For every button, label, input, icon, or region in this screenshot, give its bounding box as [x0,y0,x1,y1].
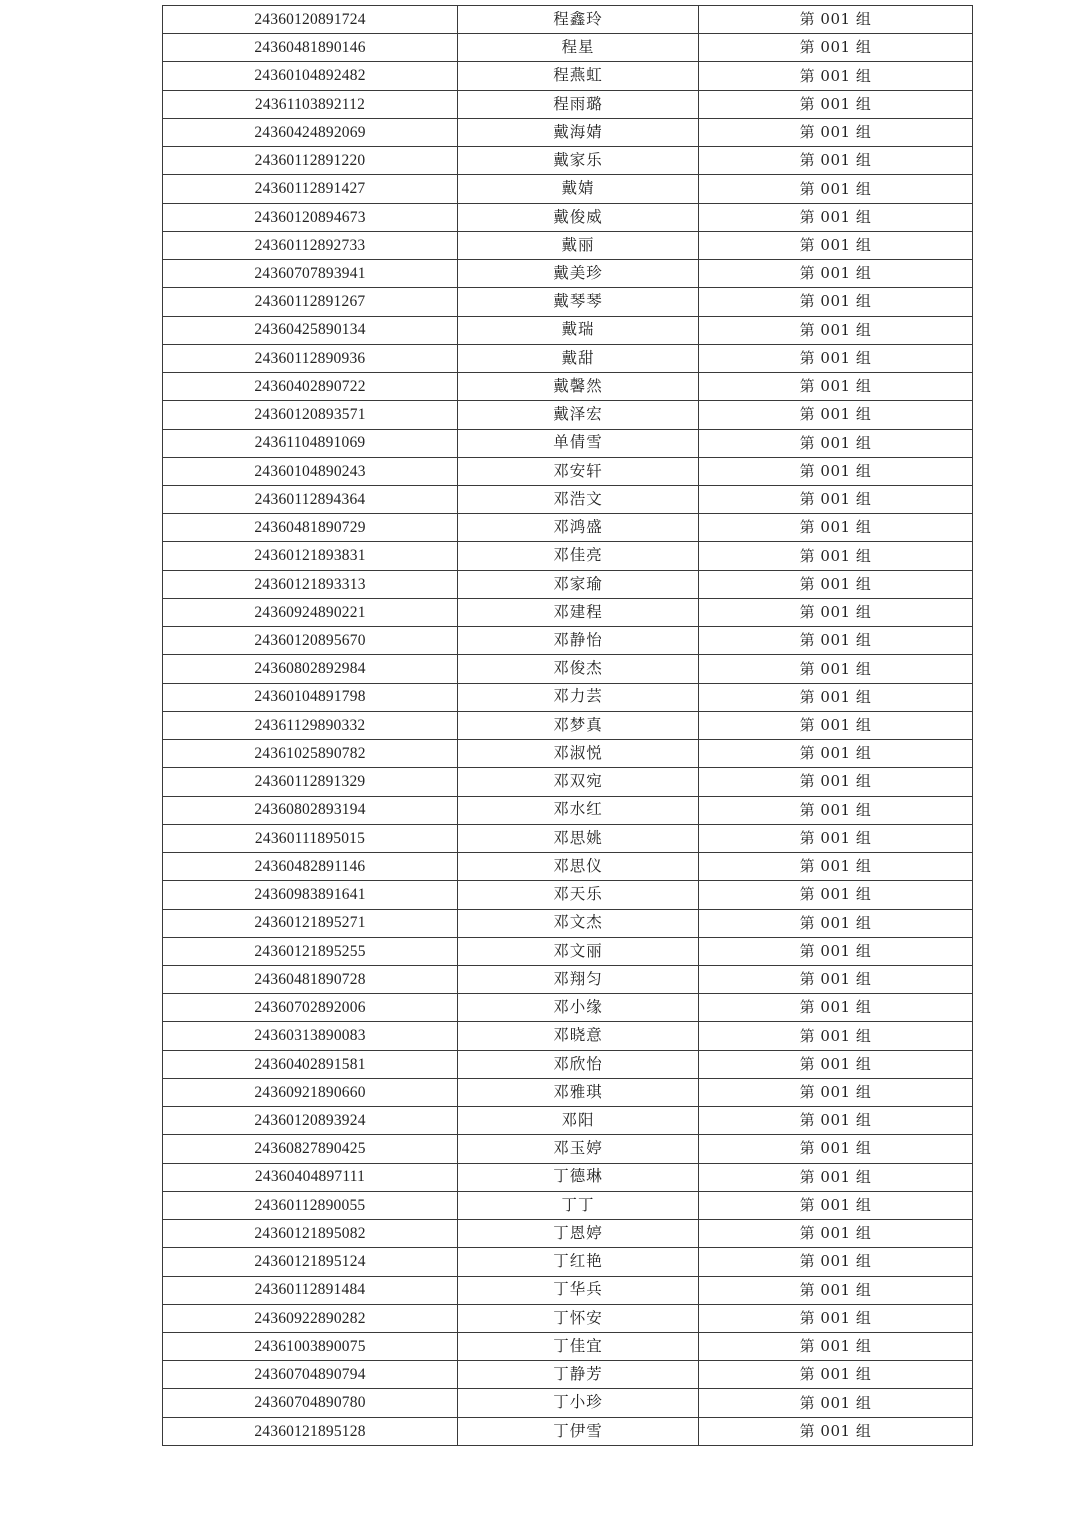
table-row [163,542,973,570]
group-number-cell: 第 001 组 [699,1389,973,1417]
table-row [163,1191,973,1219]
group-number-cell: 第 001 组 [699,316,973,344]
table-row [163,1220,973,1248]
candidate-name-cell: 邓佳亮 [458,542,699,570]
table-row [163,1333,973,1361]
candidate-name-cell: 丁丁 [458,1191,699,1219]
candidate-id-cell: 24360121893313 [163,570,458,598]
table-row [163,1022,973,1050]
group-number-cell: 第 001 组 [699,937,973,965]
table-row [163,853,973,881]
candidate-id-cell: 24360707893941 [163,260,458,288]
group-number-cell: 第 001 组 [699,1361,973,1389]
table-row [163,1248,973,1276]
group-number-cell: 第 001 组 [699,1022,973,1050]
candidate-id-cell: 24360120894673 [163,203,458,231]
candidate-name-cell: 戴馨然 [458,373,699,401]
candidate-name-cell: 丁小珍 [458,1389,699,1417]
candidate-name-cell: 戴琴琴 [458,288,699,316]
candidate-id-cell: 24360112891220 [163,147,458,175]
candidate-name-cell: 程燕虹 [458,62,699,90]
table-row [163,937,973,965]
group-number-cell: 第 001 组 [699,1163,973,1191]
candidate-id-cell: 24360404897111 [163,1163,458,1191]
table-row [163,203,973,231]
table-row [163,373,973,401]
candidate-name-cell: 邓雅琪 [458,1078,699,1106]
candidate-id-cell: 24360112891484 [163,1276,458,1304]
group-number-cell: 第 001 组 [699,1050,973,1078]
table-row [163,881,973,909]
group-number-cell: 第 001 组 [699,1248,973,1276]
candidate-id-cell: 24360481890146 [163,34,458,62]
candidate-name-cell: 邓梦真 [458,711,699,739]
table-row [163,231,973,259]
candidate-name-cell: 戴美珍 [458,260,699,288]
candidate-id-cell: 24360922890282 [163,1304,458,1332]
candidate-roster-table [162,5,973,1446]
group-number-cell: 第 001 组 [699,570,973,598]
group-number-cell: 第 001 组 [699,740,973,768]
group-number-cell: 第 001 组 [699,1417,973,1445]
candidate-name-cell: 邓力芸 [458,683,699,711]
group-number-cell: 第 001 组 [699,147,973,175]
candidate-name-cell: 邓阳 [458,1107,699,1135]
candidate-name-cell: 丁伊雪 [458,1417,699,1445]
candidate-name-cell: 戴泽宏 [458,401,699,429]
group-number-cell: 第 001 组 [699,203,973,231]
candidate-id-cell: 24360104891798 [163,683,458,711]
candidate-name-cell: 丁静芳 [458,1361,699,1389]
table-row [163,965,973,993]
candidate-id-cell: 24360425890134 [163,316,458,344]
candidate-id-cell: 24360112894364 [163,485,458,513]
candidate-name-cell: 丁怀安 [458,1304,699,1332]
table-row [163,1050,973,1078]
table-row [163,1107,973,1135]
table-row [163,1078,973,1106]
candidate-name-cell: 程鑫玲 [458,6,699,34]
table-row [163,344,973,372]
group-number-cell: 第 001 组 [699,711,973,739]
table-row [163,288,973,316]
candidate-name-cell: 丁红艳 [458,1248,699,1276]
candidate-id-cell: 24361025890782 [163,740,458,768]
candidate-id-cell: 24360402890722 [163,373,458,401]
group-number-cell: 第 001 组 [699,1276,973,1304]
candidate-id-cell: 24360112890936 [163,344,458,372]
group-number-cell: 第 001 组 [699,373,973,401]
candidate-name-cell: 邓建程 [458,598,699,626]
group-number-cell: 第 001 组 [699,429,973,457]
table-row [163,147,973,175]
candidate-name-cell: 邓淑悦 [458,740,699,768]
candidate-name-cell: 戴瑞 [458,316,699,344]
candidate-id-cell: 24360112892733 [163,231,458,259]
group-number-cell: 第 001 组 [699,881,973,909]
candidate-id-cell: 24360111895015 [163,824,458,852]
candidate-name-cell: 丁佳宜 [458,1333,699,1361]
candidate-name-cell: 戴俊威 [458,203,699,231]
group-number-cell: 第 001 组 [699,1191,973,1219]
group-number-cell: 第 001 组 [699,457,973,485]
candidate-name-cell: 邓思姚 [458,824,699,852]
candidate-id-cell: 24360802892984 [163,655,458,683]
candidate-id-cell: 24360121893831 [163,542,458,570]
table-row [163,909,973,937]
group-number-cell: 第 001 组 [699,909,973,937]
table-row [163,711,973,739]
group-number-cell: 第 001 组 [699,90,973,118]
candidate-id-cell: 24360802893194 [163,796,458,824]
candidate-name-cell: 邓玉婷 [458,1135,699,1163]
candidate-name-cell: 程星 [458,34,699,62]
group-number-cell: 第 001 组 [699,683,973,711]
table-row [163,1163,973,1191]
candidate-id-cell: 24360983891641 [163,881,458,909]
group-number-cell: 第 001 组 [699,994,973,1022]
table-row [163,457,973,485]
candidate-name-cell: 单倩雪 [458,429,699,457]
group-number-cell: 第 001 组 [699,6,973,34]
candidate-id-cell: 24360704890780 [163,1389,458,1417]
candidate-id-cell: 24360112891427 [163,175,458,203]
candidate-name-cell: 丁德琳 [458,1163,699,1191]
group-number-cell: 第 001 组 [699,260,973,288]
candidate-name-cell: 戴丽 [458,231,699,259]
table-row [163,655,973,683]
group-number-cell: 第 001 组 [699,796,973,824]
group-number-cell: 第 001 组 [699,175,973,203]
candidate-id-cell: 24360121895082 [163,1220,458,1248]
table-row [163,570,973,598]
candidate-id-cell: 24360424892069 [163,118,458,146]
table-row [163,90,973,118]
roster-table-body [163,6,973,1446]
candidate-id-cell: 24360481890728 [163,965,458,993]
candidate-name-cell: 邓俊杰 [458,655,699,683]
table-row [163,1135,973,1163]
candidate-id-cell: 24360104890243 [163,457,458,485]
group-number-cell: 第 001 组 [699,231,973,259]
candidate-id-cell: 24360121895128 [163,1417,458,1445]
group-number-cell: 第 001 组 [699,1304,973,1332]
candidate-id-cell: 24361129890332 [163,711,458,739]
table-row [163,627,973,655]
table-row [163,1276,973,1304]
candidate-id-cell: 24361104891069 [163,429,458,457]
group-number-cell: 第 001 组 [699,1333,973,1361]
table-row [163,1417,973,1445]
candidate-name-cell: 戴家乐 [458,147,699,175]
candidate-id-cell: 24360112891329 [163,768,458,796]
candidate-name-cell: 程雨璐 [458,90,699,118]
group-number-cell: 第 001 组 [699,965,973,993]
candidate-id-cell: 24360121895271 [163,909,458,937]
table-row [163,1361,973,1389]
candidate-name-cell: 戴海婧 [458,118,699,146]
candidate-id-cell: 24360112890055 [163,1191,458,1219]
candidate-id-cell: 24360120891724 [163,6,458,34]
candidate-id-cell: 24360481890729 [163,514,458,542]
candidate-name-cell: 戴甜 [458,344,699,372]
table-row [163,683,973,711]
candidate-name-cell: 邓天乐 [458,881,699,909]
group-number-cell: 第 001 组 [699,853,973,881]
group-number-cell: 第 001 组 [699,118,973,146]
group-number-cell: 第 001 组 [699,1220,973,1248]
candidate-name-cell: 邓静怡 [458,627,699,655]
table-row [163,485,973,513]
table-row [163,260,973,288]
candidate-name-cell: 邓安轩 [458,457,699,485]
candidate-id-cell: 24360120893571 [163,401,458,429]
candidate-id-cell: 24360104892482 [163,62,458,90]
candidate-id-cell: 24360121895124 [163,1248,458,1276]
table-row [163,1304,973,1332]
group-number-cell: 第 001 组 [699,542,973,570]
candidate-name-cell: 邓思仪 [458,853,699,881]
group-number-cell: 第 001 组 [699,401,973,429]
group-number-cell: 第 001 组 [699,598,973,626]
table-row [163,824,973,852]
table-row [163,514,973,542]
candidate-name-cell: 邓欣怡 [458,1050,699,1078]
table-row [163,768,973,796]
candidate-name-cell: 邓水红 [458,796,699,824]
table-row [163,429,973,457]
group-number-cell: 第 001 组 [699,824,973,852]
candidate-name-cell: 邓翔匀 [458,965,699,993]
table-row [163,740,973,768]
table-row [163,175,973,203]
table-row [163,994,973,1022]
group-number-cell: 第 001 组 [699,34,973,62]
table-row [163,34,973,62]
candidate-name-cell: 邓浩文 [458,485,699,513]
candidate-name-cell: 邓双宛 [458,768,699,796]
candidate-id-cell: 24360702892006 [163,994,458,1022]
candidate-name-cell: 邓文杰 [458,909,699,937]
candidate-id-cell: 24360112891267 [163,288,458,316]
candidate-id-cell: 24360313890083 [163,1022,458,1050]
candidate-id-cell: 24360482891146 [163,853,458,881]
candidate-name-cell: 邓晓意 [458,1022,699,1050]
candidate-name-cell: 丁恩婷 [458,1220,699,1248]
table-row [163,1389,973,1417]
candidate-id-cell: 24360704890794 [163,1361,458,1389]
candidate-id-cell: 24361103892112 [163,90,458,118]
group-number-cell: 第 001 组 [699,485,973,513]
group-number-cell: 第 001 组 [699,627,973,655]
candidate-id-cell: 24360827890425 [163,1135,458,1163]
table-row [163,6,973,34]
candidate-id-cell: 24360120895670 [163,627,458,655]
group-number-cell: 第 001 组 [699,1135,973,1163]
candidate-id-cell: 24360120893924 [163,1107,458,1135]
table-row [163,316,973,344]
group-number-cell: 第 001 组 [699,344,973,372]
group-number-cell: 第 001 组 [699,1078,973,1106]
table-row [163,796,973,824]
group-number-cell: 第 001 组 [699,655,973,683]
group-number-cell: 第 001 组 [699,514,973,542]
candidate-id-cell: 24360402891581 [163,1050,458,1078]
candidate-id-cell: 24361003890075 [163,1333,458,1361]
group-number-cell: 第 001 组 [699,1107,973,1135]
candidate-id-cell: 24360924890221 [163,598,458,626]
table-row [163,62,973,90]
candidate-name-cell: 邓家瑜 [458,570,699,598]
candidate-id-cell: 24360121895255 [163,937,458,965]
candidate-name-cell: 邓鸿盛 [458,514,699,542]
group-number-cell: 第 001 组 [699,62,973,90]
table-row [163,118,973,146]
candidate-name-cell: 邓小缘 [458,994,699,1022]
candidate-name-cell: 戴婧 [458,175,699,203]
group-number-cell: 第 001 组 [699,288,973,316]
table-row [163,401,973,429]
table-row [163,598,973,626]
candidate-id-cell: 24360921890660 [163,1078,458,1106]
group-number-cell: 第 001 组 [699,768,973,796]
candidate-name-cell: 丁华兵 [458,1276,699,1304]
candidate-name-cell: 邓文丽 [458,937,699,965]
